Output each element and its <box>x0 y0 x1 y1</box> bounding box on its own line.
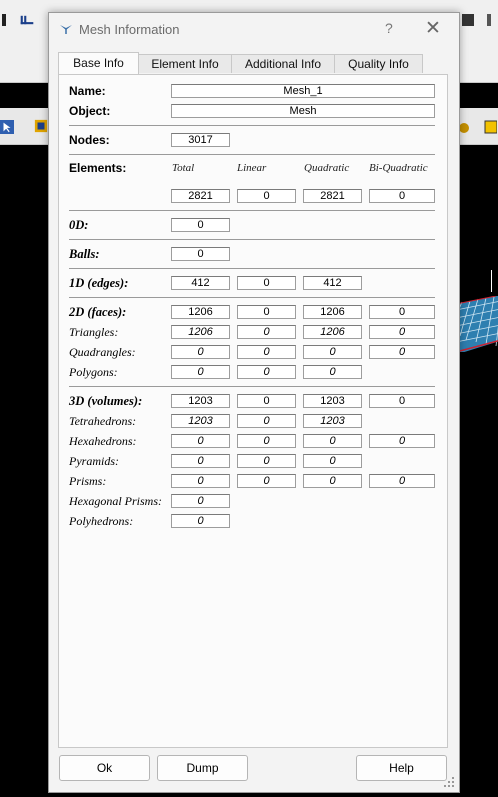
separator <box>69 297 435 298</box>
row-hexahedrons-linear: 0 <box>237 434 296 448</box>
separator <box>69 268 435 269</box>
row-2d-linear: 0 <box>237 305 296 319</box>
row-triangles-total: 1206 <box>171 325 230 339</box>
row-polygons-label: Polygons: <box>69 365 118 379</box>
row-pyramids-linear: 0 <box>237 454 296 468</box>
row-hexahedrons-bi-quadratic: 0 <box>369 434 435 448</box>
mesh-preview <box>456 296 498 352</box>
row-1d-linear: 0 <box>237 276 296 290</box>
row-polygons-total: 0 <box>171 365 230 379</box>
column-header-bi-quadratic: Bi-Quadratic <box>369 162 428 174</box>
row-hexahedrons-label: Hexahedrons: <box>69 434 137 448</box>
tab-element-info[interactable]: Element Info <box>138 54 232 73</box>
row-polyhedrons-total: 0 <box>171 514 230 528</box>
nodes-value: 3017 <box>171 133 230 147</box>
nodes-label: Nodes: <box>69 133 110 147</box>
row-balls-total: 0 <box>171 247 230 261</box>
row-hexahedrons-quadratic: 0 <box>303 434 362 448</box>
row-2d-bi-quadratic: 0 <box>369 305 435 319</box>
select-icon[interactable] <box>34 118 48 134</box>
row-tetrahedrons-linear: 0 <box>237 414 296 428</box>
row-3d-linear: 0 <box>237 394 296 408</box>
row-2d-quadratic: 1206 <box>303 305 362 319</box>
row-quadrangles-quadratic: 0 <box>303 345 362 359</box>
separator <box>69 210 435 211</box>
row-pyramids-total: 0 <box>171 454 230 468</box>
row-balls-label: Balls: <box>69 247 100 261</box>
dump-button[interactable]: Dump <box>157 755 248 781</box>
mesh-information-dialog <box>48 12 460 793</box>
row-3d-label: 3D (volumes): <box>69 394 143 408</box>
separator <box>69 154 435 155</box>
resize-grip-icon[interactable] <box>443 776 455 788</box>
elements-linear: 0 <box>237 189 296 203</box>
row-prisms-linear: 0 <box>237 474 296 488</box>
row-tetrahedrons-quadratic: 1203 <box>303 414 362 428</box>
select-icon[interactable] <box>0 119 14 135</box>
row-hexahedrons-total: 0 <box>171 434 230 448</box>
base-info-panel <box>58 74 448 748</box>
row-triangles-linear: 0 <box>237 325 296 339</box>
row-1d-total: 412 <box>171 276 230 290</box>
tab-base-info[interactable]: Base Info <box>58 52 139 74</box>
row-prisms-bi-quadratic: 0 <box>369 474 435 488</box>
row-hexagonal-prisms-label: Hexagonal Prisms: <box>69 494 162 508</box>
row-pyramids-quadratic: 0 <box>303 454 362 468</box>
close-button[interactable]: ✕ <box>425 18 441 39</box>
row-triangles-label: Triangles: <box>69 325 119 339</box>
object-label: Object: <box>69 104 111 118</box>
context-help-button[interactable]: ? <box>385 20 393 36</box>
elements-total: 2821 <box>171 189 230 203</box>
row-3d-quadratic: 1203 <box>303 394 362 408</box>
row-0d-label: 0D: <box>69 218 89 232</box>
name-label: Name: <box>69 84 106 98</box>
row-quadrangles-bi-quadratic: 0 <box>369 345 435 359</box>
separator <box>69 239 435 240</box>
column-header-quadratic: Quadratic <box>304 162 350 174</box>
separator <box>69 386 435 387</box>
tab-additional-info[interactable]: Additional Info <box>231 54 335 73</box>
ok-button[interactable]: Ok <box>59 755 150 781</box>
separator <box>69 125 435 126</box>
app-logo-icon <box>59 23 73 35</box>
toolbar-tool-icon[interactable] <box>0 12 14 28</box>
row-tetrahedrons-total: 1203 <box>171 414 230 428</box>
tab-quality-info[interactable]: Quality Info <box>334 54 423 73</box>
toolbar-tool-icon[interactable] <box>20 12 34 28</box>
row-quadrangles-total: 0 <box>171 345 230 359</box>
row-prisms-label: Prisms: <box>69 474 107 488</box>
axis-line <box>491 270 492 292</box>
elements-quadratic: 2821 <box>303 189 362 203</box>
row-triangles-quadratic: 1206 <box>303 325 362 339</box>
row-1d-label: 1D (edges): <box>69 276 129 290</box>
row-tetrahedrons-label: Tetrahedrons: <box>69 414 137 428</box>
toolbar-tool-icon[interactable] <box>461 12 475 28</box>
row-polygons-linear: 0 <box>237 365 296 379</box>
elements-label: Elements: <box>69 161 127 175</box>
row-prisms-total: 0 <box>171 474 230 488</box>
title-bar[interactable] <box>49 13 459 45</box>
toolbar-tool-icon[interactable] <box>485 12 498 28</box>
row-polygons-quadratic: 0 <box>303 365 362 379</box>
row-3d-bi-quadratic: 0 <box>369 394 435 408</box>
window-title: Mesh Information <box>79 22 180 37</box>
elements-bi-quadratic: 0 <box>369 189 435 203</box>
column-header-linear: Linear <box>237 162 267 174</box>
row-0d-total: 0 <box>171 218 230 232</box>
name-value: Mesh_1 <box>171 84 435 98</box>
toolbar-tool-icon[interactable] <box>483 119 497 135</box>
row-2d-total: 1206 <box>171 305 230 319</box>
object-value: Mesh <box>171 104 435 118</box>
row-pyramids-label: Pyramids: <box>69 454 119 468</box>
row-hexagonal-prisms-total: 0 <box>171 494 230 508</box>
help-button[interactable]: Help <box>356 755 447 781</box>
row-triangles-bi-quadratic: 0 <box>369 325 435 339</box>
row-polyhedrons-label: Polyhedrons: <box>69 514 134 528</box>
row-quadrangles-label: Quadrangles: <box>69 345 136 359</box>
row-2d-label: 2D (faces): <box>69 305 127 319</box>
row-3d-total: 1203 <box>171 394 230 408</box>
row-1d-quadratic: 412 <box>303 276 362 290</box>
column-header-total: Total <box>172 162 195 174</box>
row-prisms-quadratic: 0 <box>303 474 362 488</box>
row-quadrangles-linear: 0 <box>237 345 296 359</box>
